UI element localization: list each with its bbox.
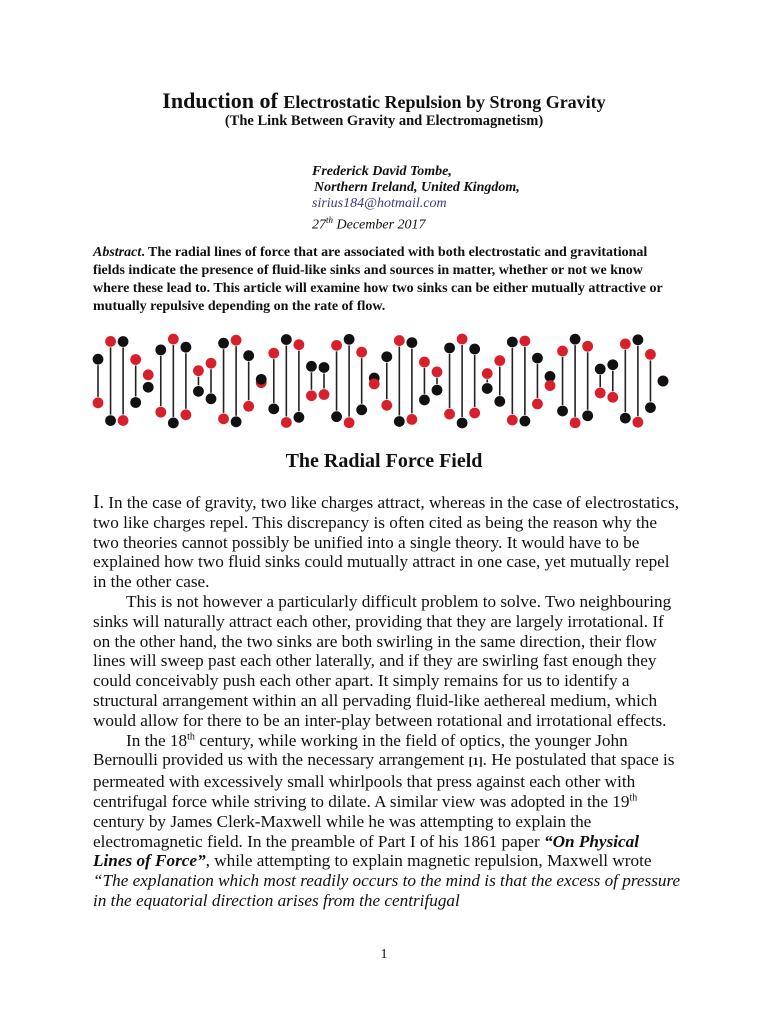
helix-bead-upper <box>381 400 392 411</box>
paragraph-3 <box>93 731 681 911</box>
helix-bead-lower <box>519 336 530 347</box>
helix-bead-upper <box>180 409 191 420</box>
helix-bead-lower <box>243 401 254 412</box>
helix-bead-lower <box>457 418 468 429</box>
cited-paper-title: “On Physical Lines of Force” <box>93 831 640 871</box>
helix-bead-lower <box>293 339 304 350</box>
helix-bead-upper <box>281 417 292 428</box>
helix-bead-lower <box>143 369 154 380</box>
helix-bead-lower <box>155 344 166 355</box>
helix-bead-lower <box>432 385 443 396</box>
helix-bead-lower <box>319 389 330 400</box>
helix-bead-lower <box>658 376 669 387</box>
helix-bead-lower <box>281 334 292 345</box>
helix-bead-upper <box>268 403 279 414</box>
maxwell-quote: “The explanation which most readily occurs to the mind is that the excess of pressure in the equatorial direction arises from the centrifugal <box>93 871 681 910</box>
author-location: Northern Ireland, United Kingdom, <box>314 180 520 195</box>
author-block <box>312 164 520 234</box>
helix-bead-upper <box>482 368 493 379</box>
helix-bead-lower <box>419 357 430 368</box>
helix-bead-lower <box>545 380 556 391</box>
dna-helix-figure <box>88 325 673 437</box>
helix-bead-upper <box>118 336 129 347</box>
helix-bead-upper <box>444 343 455 354</box>
p3-d: century by James Clerk-Maxwell while he was attempting to explain the electromagnetic field. In the preamble of Part I of his 1861 paper <box>93 811 592 851</box>
helix-bead-upper <box>130 354 141 365</box>
page-number: 1 <box>380 947 388 962</box>
helix-bead-upper <box>344 334 355 345</box>
abstract <box>93 244 673 316</box>
helix-bead-upper <box>193 386 204 397</box>
helix-bead-lower <box>105 415 116 426</box>
helix-bead-lower <box>356 404 367 415</box>
helix-bead-lower <box>206 393 217 404</box>
date-day: 27 <box>312 217 326 233</box>
helix-bead-upper <box>457 334 468 345</box>
p3-a: In the 18 <box>126 730 188 750</box>
helix-bead-lower <box>620 338 631 349</box>
p3-b: century, while working in the field of optics, the younger John Bernoulli provided us with the necessary arrangement <box>93 730 628 770</box>
helix-bead-upper <box>105 336 116 347</box>
helix-bead-upper <box>168 418 179 429</box>
helix-bead-upper <box>607 392 618 403</box>
helix-bead-lower <box>494 355 505 366</box>
helix-bead-lower <box>118 415 129 426</box>
helix-bead-lower <box>193 365 204 376</box>
helix-bead-lower <box>180 342 191 353</box>
helix-bead-upper <box>218 338 229 349</box>
title-part1: Induction of <box>162 88 284 113</box>
helix-bead-upper <box>293 412 304 423</box>
helix-bead-upper <box>595 364 606 375</box>
helix-bead-upper <box>582 341 593 352</box>
helix-bead-lower <box>507 337 518 348</box>
helix-bead-upper <box>620 413 631 424</box>
helix-bead-upper <box>394 416 405 427</box>
helix-bead-upper <box>507 415 518 426</box>
helix-bead-lower <box>607 359 618 370</box>
body-text <box>93 493 681 911</box>
helix-bead-upper <box>557 346 568 357</box>
helix-bead-lower <box>381 351 392 362</box>
paragraph-2: This is not however a particularly difficult problem to solve. Two neighbouring sinks will naturally attract each other, providing that they are largely irrotational. If on the other hand, the two sinks are both swirling in the same direction, their flow lines will sweep past each other laterally, and if they are swirling fast enough they could conceivably push each other apart. It simply remains for us to identify a structural arrangement within an all pervading fluid-like aethereal medium, which would allow for there to be an inter-play between rotational and irrotational effects. <box>93 591 672 730</box>
helix-bead-lower <box>369 379 380 390</box>
author-email[interactable]: sirius184@hotmail.com <box>312 196 447 211</box>
p3-a-sup: th <box>187 730 195 742</box>
helix-bead-lower <box>595 388 606 399</box>
p3-e: , while attempting to explain magnetic repulsion, Maxwell wrote <box>205 851 652 871</box>
helix-bead-upper <box>532 399 543 410</box>
author-name: Frederick David Tombe, <box>312 164 452 179</box>
helix-bead-lower <box>218 413 229 424</box>
helix-bead-lower <box>444 409 455 420</box>
helix-bead-lower <box>344 417 355 428</box>
reference-link[interactable]: [1] <box>468 754 483 769</box>
helix-bead-lower <box>482 383 493 394</box>
helix-bead-lower <box>632 334 643 345</box>
helix-bead-lower <box>557 406 568 417</box>
helix-bead-lower <box>645 349 656 360</box>
helix-bead-lower <box>306 361 317 372</box>
helix-bead-upper <box>143 382 154 393</box>
helix-bead-lower <box>231 416 242 427</box>
helix-bead-upper <box>356 347 367 358</box>
helix-bead-lower <box>406 337 417 348</box>
helix-bead-upper <box>419 395 430 406</box>
helix-bead-lower <box>93 397 104 408</box>
helix-bead-upper <box>206 358 217 369</box>
helix-bead-lower <box>256 374 267 385</box>
helix-bead-lower <box>130 397 141 408</box>
section-roman-numeral: I <box>93 491 100 513</box>
helix-bead-lower <box>394 335 405 346</box>
helix-bead-upper <box>432 366 443 377</box>
helix-bead-upper <box>494 396 505 407</box>
helix-bead-upper <box>469 344 480 355</box>
helix-bead-upper <box>632 417 643 428</box>
helix-bead-upper <box>231 335 242 346</box>
helix-bead-lower <box>570 417 581 428</box>
date-rest: December 2017 <box>333 217 426 233</box>
helix-bead-upper <box>406 414 417 425</box>
helix-bead-upper <box>331 340 342 351</box>
helix-bead-upper <box>155 407 166 418</box>
publication-date <box>312 212 520 234</box>
paragraph-1 <box>93 493 681 592</box>
paper-subtitle: (The Link Between Gravity and Electromagnetism) <box>224 113 544 129</box>
p3-c-sup: th <box>629 792 638 804</box>
helix-bead-upper <box>570 334 581 345</box>
helix-bead-lower <box>168 334 179 345</box>
helix-bead-lower <box>532 353 543 364</box>
helix-bead-lower <box>268 348 279 359</box>
date-suffix: th <box>326 215 334 225</box>
helix-bead-lower <box>582 410 593 421</box>
title-part2: Electrostatic Repulsion by Strong Gravity <box>283 92 606 112</box>
abstract-text: . The radial lines of force that are associated with both electrostatic and gravitational fields indicate the presence of fluid-like sinks and sources in matter, whether or not we know where these lead to. This article will examine how two sinks can be either mutually attractive or mutually repulsive depending on the rate of flow. <box>93 245 663 314</box>
helix-bead-lower <box>331 411 342 422</box>
paper-title <box>0 88 768 114</box>
helix-bead-upper <box>645 402 656 413</box>
abstract-label: Abstract <box>93 245 142 260</box>
section-heading: The Radial Force Field <box>285 450 483 472</box>
helix-bead-upper <box>243 350 254 361</box>
helix-bead-upper <box>306 390 317 401</box>
helix-bead-lower <box>469 408 480 419</box>
helix-bead-upper <box>519 416 530 427</box>
paragraph-1-text: . In the case of gravity, two like charges attract, whereas in the case of electrostatics, two like charges repel. This discrepancy is often cited as being the reason why the two theories cannot possibly be unified into a single theory. It would have to be explained how two fluid sinks could mutually attract in one case, yet mutually repel in the other case. <box>93 493 680 592</box>
helix-bead-upper <box>319 362 330 373</box>
helix-bead-upper <box>93 354 104 365</box>
p3-c: . He postulated that space is permeated with excessively small whirlpools that press against each other with centrifugal force while striving to dilate. A similar view was adopted in the 19 <box>93 750 675 811</box>
